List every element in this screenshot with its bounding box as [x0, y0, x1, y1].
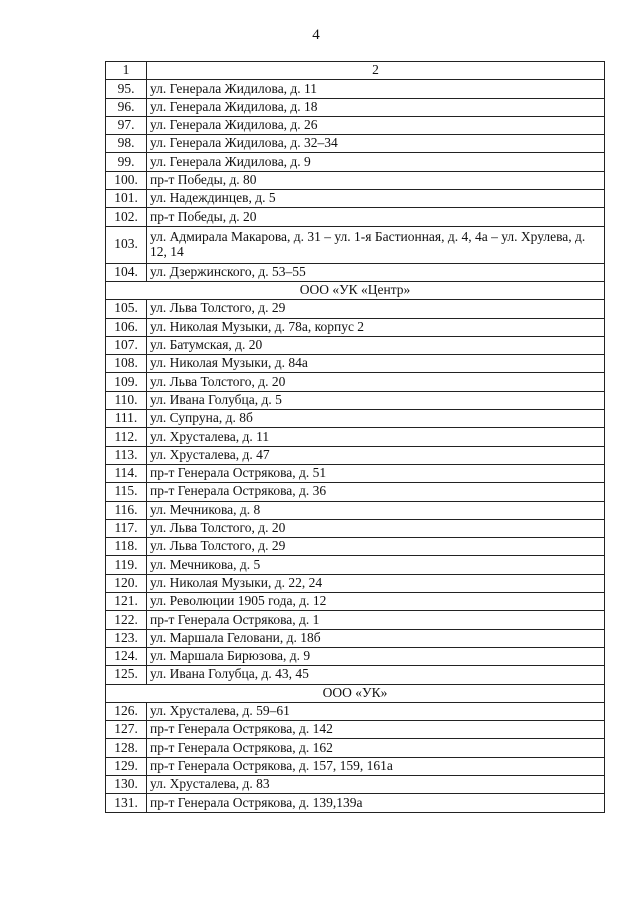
row-number: 104.: [106, 263, 147, 281]
table-row: [106, 300, 605, 318]
row-address: ул. Генерала Жидилова, д. 18: [147, 98, 605, 116]
table-row: [106, 410, 605, 428]
row-number: 125.: [106, 666, 147, 684]
row-address: ул. Льва Толстого, д. 20: [147, 373, 605, 391]
row-number: 99.: [106, 153, 147, 171]
page-number: 4: [312, 27, 320, 43]
row-address: пр-т Генерала Острякова, д. 139,139а: [147, 794, 605, 812]
row-number: 121.: [106, 593, 147, 611]
row-address: ул. Льва Толстого, д. 29: [147, 538, 605, 556]
row-number: 119.: [106, 556, 147, 574]
row-address: пр-т Генерала Острякова, д. 157, 159, 161а: [147, 757, 605, 775]
row-address: пр-т Победы, д. 80: [147, 171, 605, 189]
table-row: [106, 135, 605, 153]
row-number: 123.: [106, 629, 147, 647]
row-address: пр-т Генерала Острякова, д. 36: [147, 483, 605, 501]
row-number: 96.: [106, 98, 147, 116]
row-number: 131.: [106, 794, 147, 812]
table-row: [106, 355, 605, 373]
group-name: ООО «УК»: [106, 684, 605, 702]
table-row: [106, 501, 605, 519]
row-address: ул. Ивана Голубца, д. 43, 45: [147, 666, 605, 684]
row-address: пр-т Генерала Острякова, д. 162: [147, 739, 605, 757]
row-number: 100.: [106, 171, 147, 189]
table-row: [106, 483, 605, 501]
row-address: ул. Николая Музыки, д. 22, 24: [147, 574, 605, 592]
row-address: ул. Надеждинцев, д. 5: [147, 190, 605, 208]
row-address: ул. Батумская, д. 20: [147, 336, 605, 354]
column-header-number: 1: [106, 62, 147, 80]
table-row: [106, 226, 605, 263]
group-header-row: [106, 281, 605, 299]
table-row: [106, 574, 605, 592]
row-number: 102.: [106, 208, 147, 226]
table-row: [106, 446, 605, 464]
row-address: ул. Хрусталева, д. 47: [147, 446, 605, 464]
row-address: ул. Льва Толстого, д. 20: [147, 519, 605, 537]
table-row: [106, 757, 605, 775]
group-header-row: [106, 684, 605, 702]
row-number: 130.: [106, 775, 147, 793]
row-number: 110.: [106, 391, 147, 409]
row-number: 97.: [106, 116, 147, 134]
row-number: 105.: [106, 300, 147, 318]
table-row: [106, 647, 605, 665]
row-number: 98.: [106, 135, 147, 153]
column-header-address: 2: [147, 62, 605, 80]
row-number: 114.: [106, 464, 147, 482]
table-row: [106, 391, 605, 409]
table-row: [106, 98, 605, 116]
row-address: ул. Льва Толстого, д. 29: [147, 300, 605, 318]
row-number: 107.: [106, 336, 147, 354]
row-address: ул. Мечникова, д. 8: [147, 501, 605, 519]
row-number: 108.: [106, 355, 147, 373]
row-number: 113.: [106, 446, 147, 464]
row-address: ул. Мечникова, д. 5: [147, 556, 605, 574]
group-name: ООО «УК «Центр»: [106, 281, 605, 299]
row-address: ул. Хрусталева, д. 59–61: [147, 702, 605, 720]
row-number: 101.: [106, 190, 147, 208]
row-address: ул. Маршала Бирюзова, д. 9: [147, 647, 605, 665]
row-address: ул. Дзержинского, д. 53–55: [147, 263, 605, 281]
table-row: [106, 794, 605, 812]
row-address: ул. Хрусталева, д. 11: [147, 428, 605, 446]
row-address: ул. Супруна, д. 8б: [147, 410, 605, 428]
table-row: [106, 702, 605, 720]
row-number: 116.: [106, 501, 147, 519]
row-number: 106.: [106, 318, 147, 336]
table-row: [106, 208, 605, 226]
table-row: [106, 556, 605, 574]
table-row: [106, 428, 605, 446]
row-address: ул. Революции 1905 года, д. 12: [147, 593, 605, 611]
table-row: [106, 464, 605, 482]
row-address: ул. Генерала Жидилова, д. 26: [147, 116, 605, 134]
row-address: ул. Генерала Жидилова, д. 11: [147, 80, 605, 98]
address-table-body: [106, 62, 605, 813]
row-address: пр-т Генерала Острякова, д. 142: [147, 721, 605, 739]
row-number: 109.: [106, 373, 147, 391]
row-number: 127.: [106, 721, 147, 739]
table-row: [106, 629, 605, 647]
table-row: [106, 611, 605, 629]
row-number: 103.: [106, 226, 147, 263]
table-row: [106, 721, 605, 739]
table-row: [106, 190, 605, 208]
row-number: 95.: [106, 80, 147, 98]
row-address: ул. Николая Музыки, д. 78а, корпус 2: [147, 318, 605, 336]
row-address: ул. Генерала Жидилова, д. 32–34: [147, 135, 605, 153]
row-address: ул. Генерала Жидилова, д. 9: [147, 153, 605, 171]
row-address: пр-т Победы, д. 20: [147, 208, 605, 226]
table-row: [106, 318, 605, 336]
row-address: ул. Адмирала Макарова, д. 31 – ул. 1-я Бастионная, д. 4, 4а – ул. Хрулева, д. 12, 14: [147, 226, 605, 263]
table-row: [106, 519, 605, 537]
row-number: 112.: [106, 428, 147, 446]
table-row: [106, 116, 605, 134]
row-address: пр-т Генерала Острякова, д. 51: [147, 464, 605, 482]
row-number: 111.: [106, 410, 147, 428]
table-row: [106, 263, 605, 281]
row-number: 129.: [106, 757, 147, 775]
row-number: 115.: [106, 483, 147, 501]
row-number: 120.: [106, 574, 147, 592]
table-header-row: [106, 62, 605, 80]
table-row: [106, 373, 605, 391]
row-number: 124.: [106, 647, 147, 665]
table-row: [106, 739, 605, 757]
table-row: [106, 666, 605, 684]
table-row: [106, 171, 605, 189]
row-number: 122.: [106, 611, 147, 629]
row-number: 117.: [106, 519, 147, 537]
table-row: [106, 80, 605, 98]
row-number: 128.: [106, 739, 147, 757]
row-address: ул. Николая Музыки, д. 84а: [147, 355, 605, 373]
row-address: ул. Маршала Геловани, д. 18б: [147, 629, 605, 647]
table-row: [106, 153, 605, 171]
table-row: [106, 538, 605, 556]
row-address: ул. Хрусталева, д. 83: [147, 775, 605, 793]
table-row: [106, 775, 605, 793]
row-address: пр-т Генерала Острякова, д. 1: [147, 611, 605, 629]
address-table: [105, 61, 605, 813]
row-address: ул. Ивана Голубца, д. 5: [147, 391, 605, 409]
row-number: 118.: [106, 538, 147, 556]
table-row: [106, 593, 605, 611]
table-row: [106, 336, 605, 354]
row-number: 126.: [106, 702, 147, 720]
